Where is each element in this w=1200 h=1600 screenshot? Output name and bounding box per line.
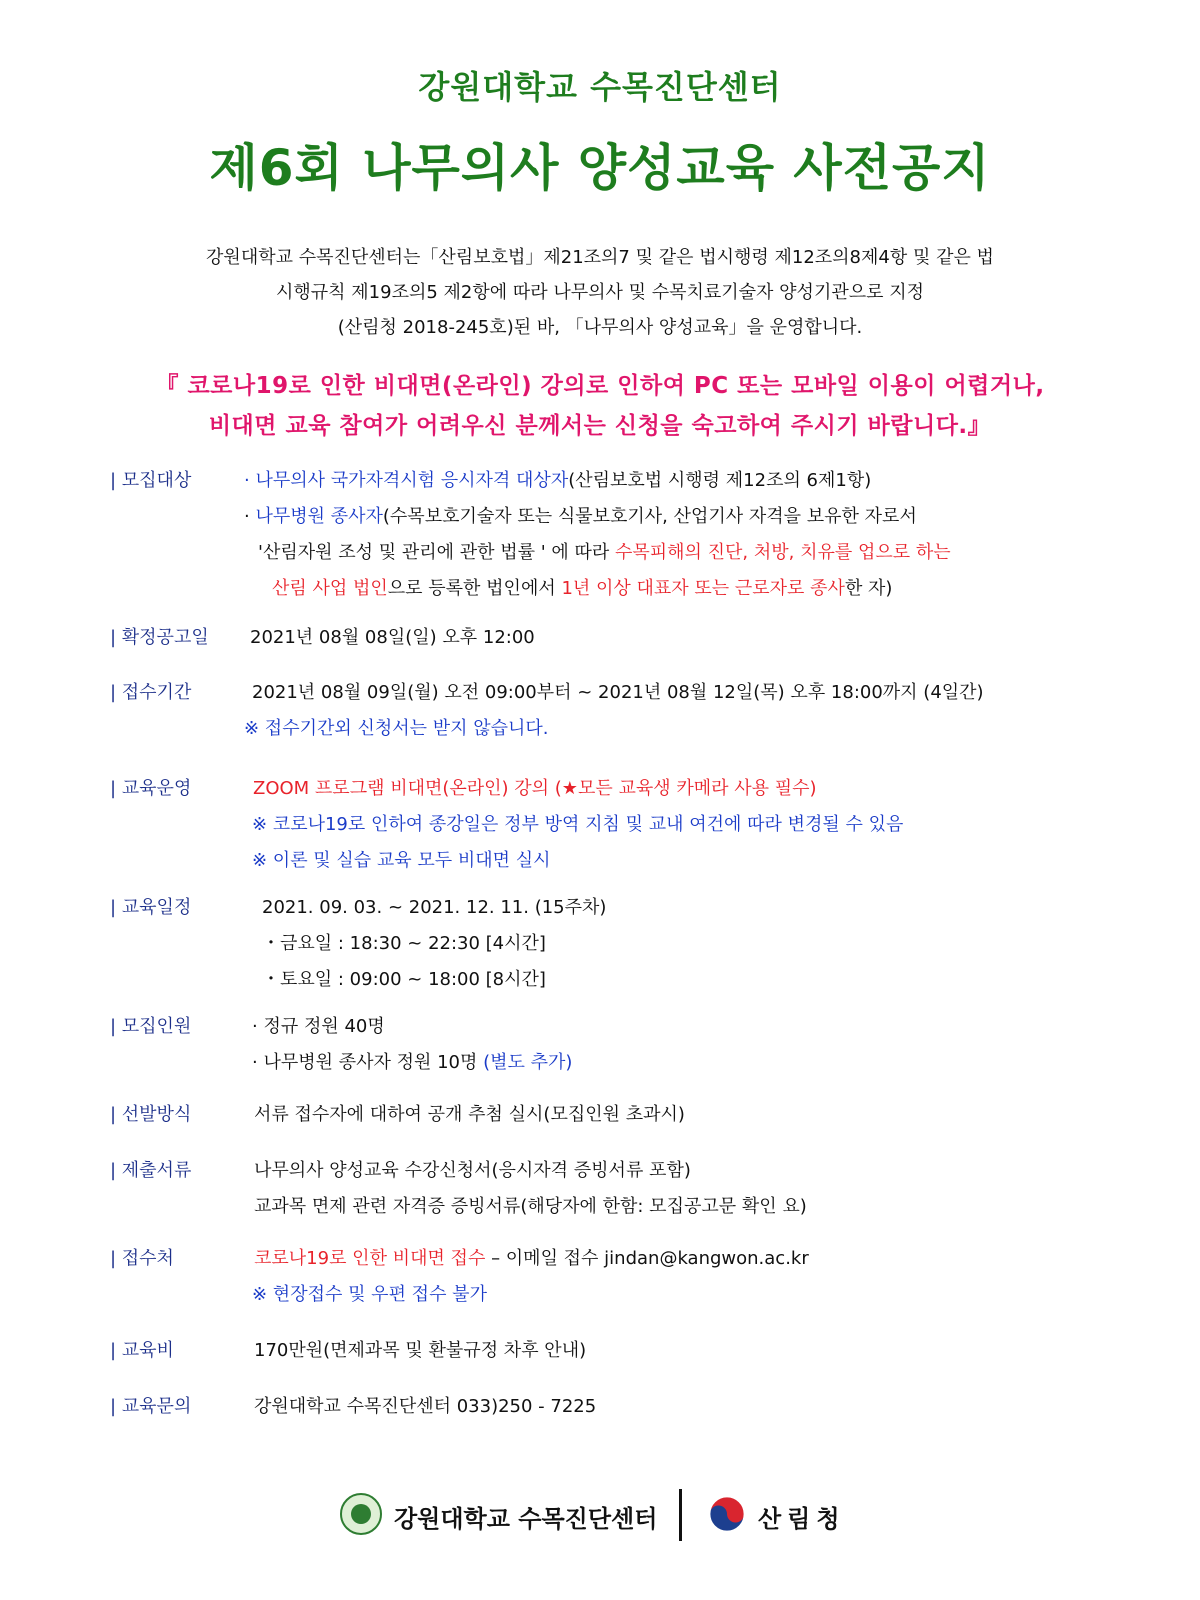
footer-org: 강원대학교 수목진단센터 [394, 1505, 658, 1533]
schedule-saturday: ・토요일 : 09:00 ~ 18:00 [8시간] [262, 969, 546, 990]
target-line-1 [244, 466, 871, 492]
reception-email: – 이메일 접수 jindan@kangwon.ac.kr [485, 1248, 809, 1269]
label-fee: | 교육비 [110, 1340, 174, 1361]
target-line-4 [272, 574, 892, 600]
center-seal-icon [340, 1493, 382, 1535]
covid-notice [0, 366, 1200, 446]
target-hospital-desc: (수목보호기술자 또는 식물보호기사, 산업기사 자격을 보유한 자로서 [382, 506, 917, 527]
target-end: 한 자) [844, 578, 893, 599]
target-line-2 [244, 502, 917, 528]
capacity-regular: · 정규 정원 40명 [252, 1016, 385, 1037]
schedule-range: 2021. 09. 03. ~ 2021. 12. 11. (15주차) [262, 897, 607, 918]
korea-forest-service-logo-icon [708, 1495, 746, 1533]
label-reception: | 접수처 [110, 1248, 174, 1269]
target-experience: 1년 이상 대표자 또는 근로자로 종사 [561, 578, 845, 599]
inquiry-text: 강원대학교 수목진단센터 033)250 - 7225 [254, 1396, 597, 1417]
notice-line: 『 코로나19로 인한 비대면(온라인) 강의로 인하여 PC 또는 모바일 이용이 어렵거나, [155, 373, 1045, 399]
documents-line-1: 나무의사 양성교육 수강신청서(응시자격 증빙서류 포함) [254, 1160, 691, 1181]
target-business: 수목피해의 진단, 처방, 치유를 업으로 하는 [615, 542, 951, 563]
footer-gov: 산림청 [758, 1505, 846, 1533]
intro-line: (산림청 2018-245호)된 바, 「나무의사 양성교육」을 운영합니다. [337, 317, 863, 338]
target-corp: 산림 사업 법인 [272, 578, 388, 599]
reception-note: ※ 현장접수 및 우편 접수 불가 [252, 1284, 487, 1305]
target-qualified: · 나무의사 국가자격시험 응시자격 대상자 [244, 470, 569, 491]
label-inquiry: | 교육문의 [110, 1396, 192, 1417]
intro-line: 강원대학교 수목진단센터는「산림보호법」제21조의7 및 같은 법시행령 제12조의8제4항 및 같은 법 [206, 247, 994, 268]
bullet: · [244, 506, 256, 527]
footer [0, 1487, 1200, 1543]
operation-note-2: ※ 이론 및 실습 교육 모두 비대면 실시 [252, 850, 551, 871]
selection-text: 서류 접수자에 대하여 공개 추첨 실시(모집인원 초과시) [254, 1104, 685, 1125]
notice-line: 비대면 교육 참여가 어려우신 분께서는 신청을 숙고하여 주시기 바랍니다.』 [208, 413, 992, 439]
org-title: 강원대학교 수목진단센터 [418, 68, 782, 106]
label-announce: | 확정공고일 [110, 627, 209, 648]
operation-text: ZOOM 프로그램 비대면(온라인) 강의 (★모든 교육생 카메라 사용 필수) [253, 778, 817, 799]
footer-divider [679, 1489, 682, 1541]
label-target: | 모집대상 [110, 470, 192, 491]
intro-paragraph [0, 240, 1200, 345]
reception-text [254, 1244, 809, 1270]
target-line-3 [258, 538, 951, 564]
reception-online: 코로나19로 인한 비대면 접수 [254, 1248, 486, 1269]
documents-line-2: 교과목 면제 관련 자격증 증빙서류(해당자에 한함: 모집공고문 확인 요) [254, 1196, 807, 1217]
label-documents: | 제출서류 [110, 1160, 192, 1181]
announce-date: 2021년 08월 08일(일) 오후 12:00 [250, 627, 535, 648]
label-capacity: | 모집인원 [110, 1016, 192, 1037]
label-period: | 접수기간 [110, 682, 192, 703]
target-qualified-ref: (산림보호법 시행령 제12조의 6제1항) [568, 470, 872, 491]
period-note: ※ 접수기간외 신청서는 받지 않습니다. [244, 718, 549, 739]
capacity-hospital [252, 1048, 572, 1074]
capacity-hospital-text: · 나무병원 종사자 정원 10명 [252, 1052, 484, 1073]
label-schedule: | 교육일정 [110, 897, 192, 918]
target-law: '산림자원 조성 및 관리에 관한 법률 ' 에 따라 [258, 542, 615, 563]
period-text: 2021년 08월 09일(월) 오전 09:00부터 ~ 2021년 08월 12일(목) 오후 18:00까지 (4일간) [252, 682, 984, 703]
page-title: 제6회 나무의사 양성교육 사전공지 [209, 139, 991, 197]
label-operation: | 교육운영 [110, 778, 192, 799]
target-corp-mid: 으로 등록한 법인에서 [387, 578, 562, 599]
intro-line: 시행규칙 제19조의5 제2항에 따라 나무의사 및 수목치료기술자 양성기관으로 지정 [276, 282, 924, 303]
target-hospital: 나무병원 종사자 [255, 506, 383, 527]
schedule-friday: ・금요일 : 18:30 ~ 22:30 [4시간] [262, 933, 546, 954]
fee-text: 170만원(면제과목 및 환불규정 차후 안내) [254, 1340, 587, 1361]
capacity-extra: (별도 추가) [483, 1052, 573, 1073]
label-selection: | 선발방식 [110, 1104, 192, 1125]
operation-note-1: ※ 코로나19로 인하여 종강일은 정부 방역 지침 및 교내 여건에 따라 변경될 수 있음 [252, 814, 904, 835]
